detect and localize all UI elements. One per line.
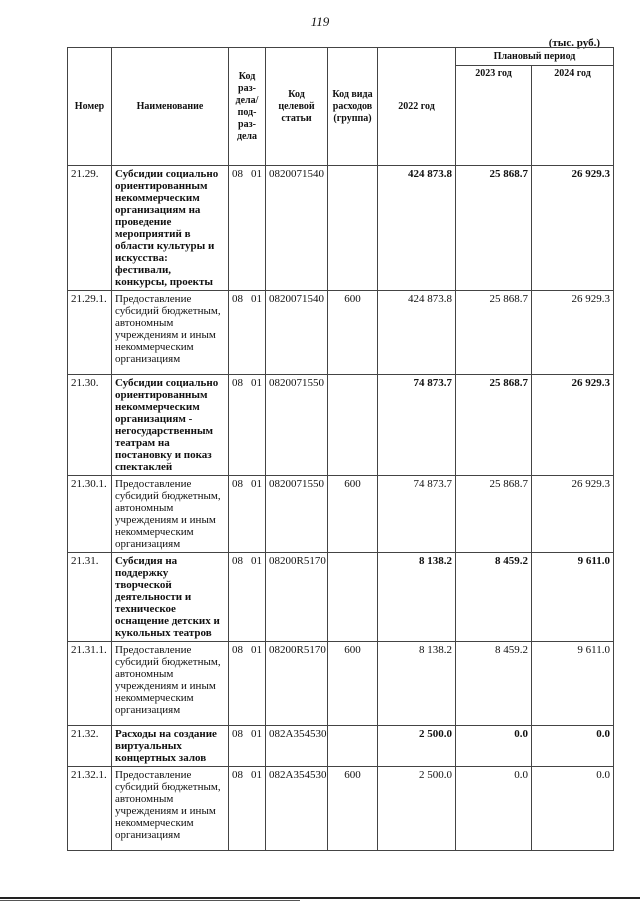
row-expense-code — [328, 726, 378, 767]
table-row — [68, 291, 614, 375]
row-podrazdel: 01 — [251, 478, 262, 490]
table-row — [68, 476, 614, 553]
row-podrazdel: 01 — [251, 168, 262, 180]
row-section-code — [229, 375, 266, 476]
row-value-2023: 25 868.7 — [456, 476, 532, 553]
row-value-2023: 8 459.2 — [456, 642, 532, 726]
row-value-2023: 8 459.2 — [456, 553, 532, 642]
row-name: Предоставление субсидий бюджетным, автономным учреждениям и иным некоммерческим организациям — [112, 291, 229, 375]
header-2022: 2022 год — [378, 48, 456, 166]
row-razdel: 08 — [232, 293, 243, 305]
row-expense-code — [328, 553, 378, 642]
row-value-2023: 25 868.7 — [456, 375, 532, 476]
table-row — [68, 726, 614, 767]
row-target-code: 082A354530 — [266, 726, 328, 767]
row-value-2022: 8 138.2 — [378, 553, 456, 642]
row-value-2024: 9 611.0 — [532, 553, 614, 642]
row-razdel: 08 — [232, 377, 243, 389]
row-value-2022: 2 500.0 — [378, 767, 456, 851]
row-value-2024: 26 929.3 — [532, 375, 614, 476]
row-value-2024: 0.0 — [532, 767, 614, 851]
row-razdel: 08 — [232, 478, 243, 490]
row-target-code: 0820071550 — [266, 375, 328, 476]
row-section-code — [229, 726, 266, 767]
table-row — [68, 767, 614, 851]
row-number: 21.32. — [68, 726, 112, 767]
row-name: Предоставление субсидий бюджетным, автономным учреждениям и иным некоммерческим организациям — [112, 642, 229, 726]
row-number: 21.29.1. — [68, 291, 112, 375]
row-value-2023: 0.0 — [456, 726, 532, 767]
header-2024: 2024 год — [532, 66, 614, 166]
row-value-2022: 2 500.0 — [378, 726, 456, 767]
row-podrazdel: 01 — [251, 644, 262, 656]
header-name: Наименование — [112, 48, 229, 166]
row-value-2023: 25 868.7 — [456, 166, 532, 291]
row-podrazdel: 01 — [251, 377, 262, 389]
row-name: Субсидии социально ориентированным некоммерческим организациям - негосударственным театрам на постановку и показ спектаклей — [112, 375, 229, 476]
row-razdel: 08 — [232, 555, 243, 567]
row-target-code: 0820071550 — [266, 476, 328, 553]
row-razdel: 08 — [232, 728, 243, 740]
row-section-code — [229, 291, 266, 375]
row-name: Субсидии социально ориентированным некоммерческим организациям на проведение мероприятий в области культуры и искусства: фестивали, конкурсы, проекты — [112, 166, 229, 291]
row-number: 21.30. — [68, 375, 112, 476]
row-razdel: 08 — [232, 644, 243, 656]
row-name: Предоставление субсидий бюджетным, автономным учреждениям и иным некоммерческим организациям — [112, 476, 229, 553]
row-expense-code — [328, 166, 378, 291]
row-number: 21.31.1. — [68, 642, 112, 726]
row-section-code — [229, 476, 266, 553]
row-section-code — [229, 166, 266, 291]
row-number: 21.30.1. — [68, 476, 112, 553]
row-value-2024: 0.0 — [532, 726, 614, 767]
table-row — [68, 642, 614, 726]
row-target-code: 0820071540 — [266, 166, 328, 291]
row-expense-code: 600 — [328, 767, 378, 851]
header-number: Номер — [68, 48, 112, 166]
row-name: Расходы на создание виртуальных концертных залов — [112, 726, 229, 767]
table-row — [68, 375, 614, 476]
row-value-2022: 8 138.2 — [378, 642, 456, 726]
row-razdel: 08 — [232, 168, 243, 180]
header-target: Код целевой статьи — [266, 48, 328, 166]
row-value-2023: 0.0 — [456, 767, 532, 851]
row-target-code: 08200R5170 — [266, 553, 328, 642]
budget-table — [67, 47, 614, 851]
row-section-code — [229, 553, 266, 642]
row-target-code: 082A354530 — [266, 767, 328, 851]
table-body — [68, 166, 614, 851]
header-section: Код раз-дела/ под-раз-дела — [229, 48, 266, 166]
bottom-rule-secondary — [0, 900, 300, 901]
row-section-code — [229, 642, 266, 726]
row-razdel: 08 — [232, 769, 243, 781]
row-value-2024: 9 611.0 — [532, 642, 614, 726]
row-name: Субсидия на поддержку творческой деятельности и техническое оснащение детских и кукольных театров — [112, 553, 229, 642]
row-number: 21.29. — [68, 166, 112, 291]
row-value-2022: 424 873.8 — [378, 166, 456, 291]
bottom-rule — [0, 897, 640, 899]
row-podrazdel: 01 — [251, 769, 262, 781]
row-expense-code — [328, 375, 378, 476]
row-target-code: 08200R5170 — [266, 642, 328, 726]
header-2023: 2023 год — [456, 66, 532, 166]
table-row — [68, 166, 614, 291]
row-value-2022: 74 873.7 — [378, 375, 456, 476]
row-value-2022: 424 873.8 — [378, 291, 456, 375]
row-expense-code: 600 — [328, 291, 378, 375]
table-row — [68, 553, 614, 642]
header-planned: Плановый период — [456, 48, 614, 66]
row-number: 21.31. — [68, 553, 112, 642]
row-value-2024: 26 929.3 — [532, 166, 614, 291]
row-value-2023: 25 868.7 — [456, 291, 532, 375]
row-podrazdel: 01 — [251, 293, 262, 305]
row-expense-code: 600 — [328, 642, 378, 726]
row-section-code — [229, 767, 266, 851]
page-number: 119 — [310, 14, 330, 29]
header-expense: Код вида расходов (группа) — [328, 48, 378, 166]
row-podrazdel: 01 — [251, 555, 262, 567]
row-value-2024: 26 929.3 — [532, 476, 614, 553]
units-label: (тыс. руб.) — [548, 37, 600, 49]
row-podrazdel: 01 — [251, 728, 262, 740]
row-value-2024: 26 929.3 — [532, 291, 614, 375]
row-number: 21.32.1. — [68, 767, 112, 851]
row-value-2022: 74 873.7 — [378, 476, 456, 553]
row-target-code: 0820071540 — [266, 291, 328, 375]
row-expense-code: 600 — [328, 476, 378, 553]
row-name: Предоставление субсидий бюджетным, автономным учреждениям и иным некоммерческим организациям — [112, 767, 229, 851]
